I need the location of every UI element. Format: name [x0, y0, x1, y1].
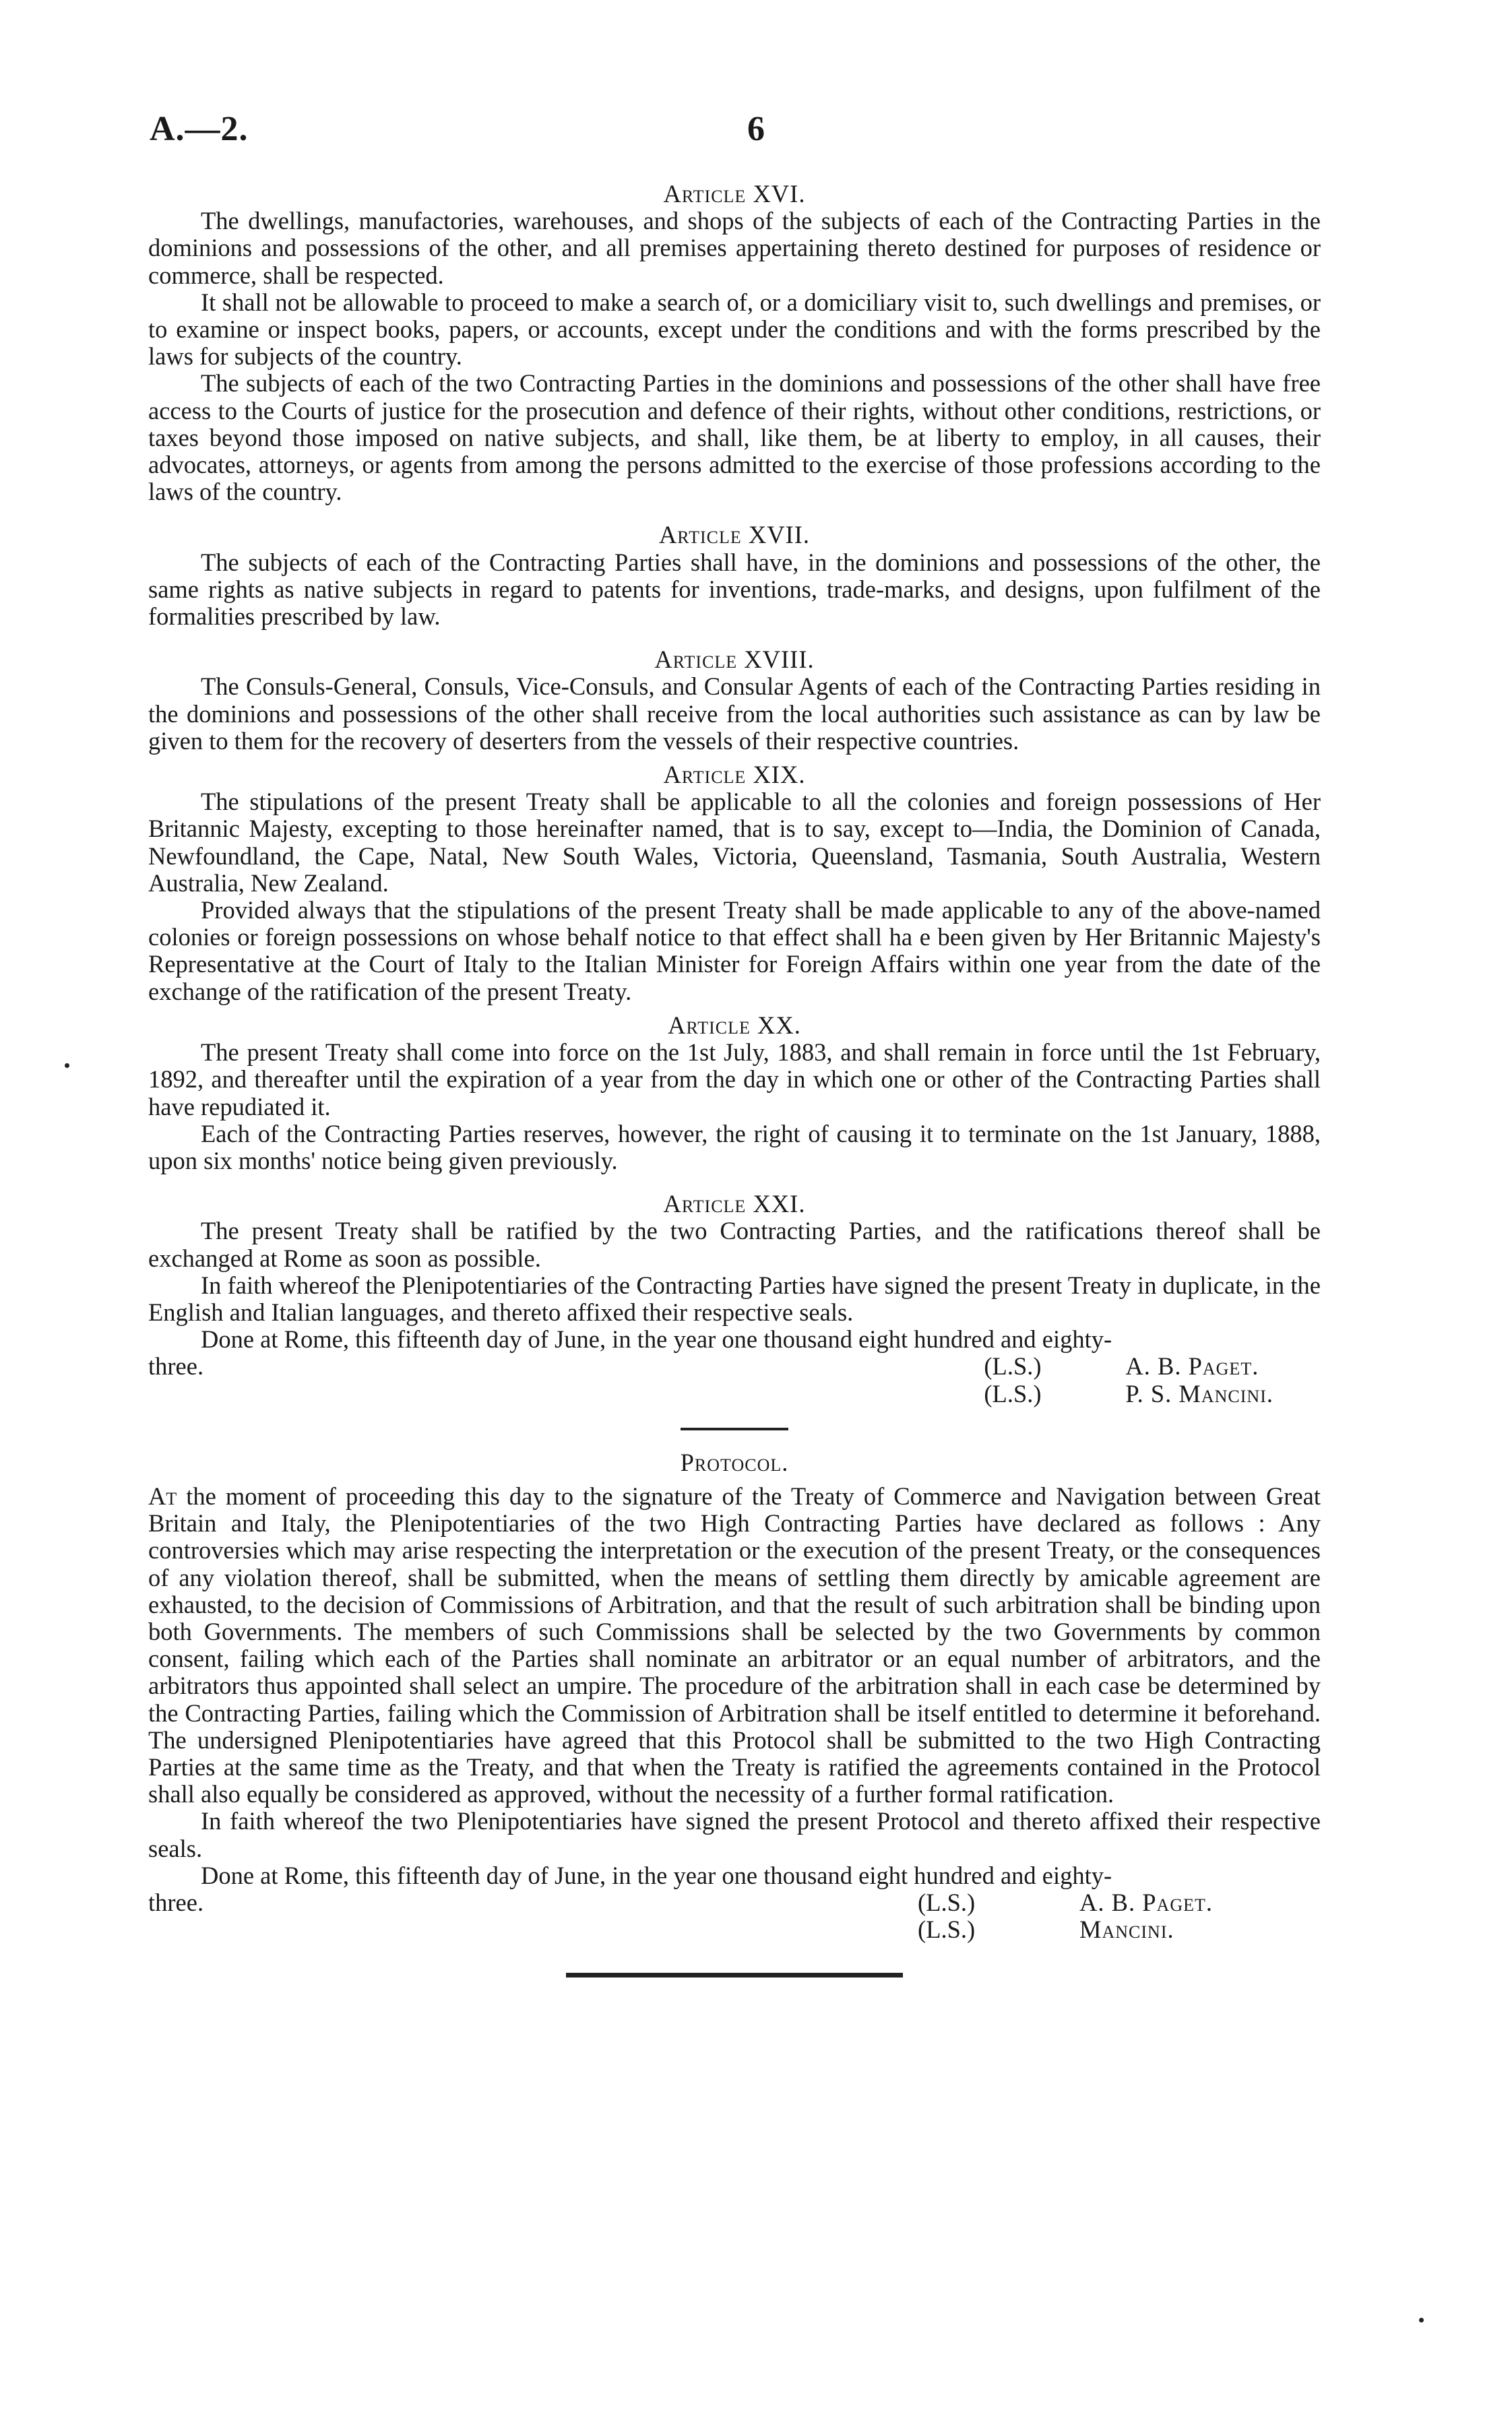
page-body	[148, 181, 1321, 1978]
protocol-paragraph-1	[148, 1483, 1321, 1808]
article-xvii-paragraph-1: The subjects of each of the Contracting Parties shall have, in the dominions and possessions of the other, the same rights as native subjects in regard to patents for inventions, trade-marks, and designs, upon fulfilment of the formalities prescribed by law.	[148, 548, 1321, 631]
article-xxi-paragraph-2: In faith whereof the Plenipotentiaries of the Contracting Parties have signed the present Treaty in duplicate, in the English and Italian languages, and thereto affixed their respective seals.	[148, 1271, 1321, 1326]
protocol-paragraph-1-text: the moment of proceeding this day to the signature of the Treaty of Commerce and Navigation between Great Britain and Italy, the Plenipotentiaries of the two High Contracting Parties have declared as follows : Any controversies which may arise respecting the interpretation or the execution of the present Treaty, or the consequences of any violation thereof, shall be submitted, when the means of settling them directly by amicable agreement are exhausted, to the decision of Commissions of Arbitration, and that the result of such arbitration shall be binding upon both Governments. The members of such Commissions shall be selected by the two Governments by common consent, failing which each of the Parties shall nominate an arbitrator or an equal number of arbitrators, and the arbitrators thus appointed shall select an umpire. The procedure of the arbitration shall in each case be determined by the Contracting Parties, failing which the Commission of Arbitration shall be itself entitled to determine it beforehand. The undersigned Plenipotentiaries have agreed that this Protocol shall be submitted to the two High Contracting Parties at the same time as the Treaty, and that when the Treaty is ratified the agreements contained in the Protocol shall also equally be considered as approved, without the necessity of a further formal ratification.	[148, 1482, 1321, 1808]
article-xviii-heading: Article XVIII.	[654, 645, 815, 674]
document-reference: A.—2.	[150, 110, 249, 148]
article-xix-paragraph-1: The stipulations of the present Treaty shall be applicable to all the colonies and foreign possessions of Her Britannic Majesty, excepting to those hereinafter named, that is to say, except to—India, the Dominion of Canada, Newfoundland, the Cape, Natal, New South Wales, Victoria, Queensland, Tasmania, South Australia, Western Australia, New Zealand.	[148, 788, 1321, 897]
protocol-signature-block	[148, 1889, 1321, 1943]
protocol-paragraph-3: Done at Rome, this fifteenth day of June, in the year one thousand eight hundred and eighty-	[201, 1861, 1112, 1889]
article-xvii-heading: Article XVII.	[658, 521, 811, 549]
protocol-lead-word: At	[148, 1482, 177, 1510]
signatory-paget: A. B. Paget.	[1125, 1352, 1259, 1381]
signatory-paget: A. B. Paget.	[1079, 1888, 1213, 1916]
article-xix-paragraph-2: Provided always that the stipulations of the present Treaty shall be made applicable to any of the above-named colonies or foreign possessions on whose behalf notice to that effect shall ha e been given by Her Britannic Majesty's Representative at the Court of Italy to the Italian Minister for Foreign Affairs within one year from the date of the exchange of the ratification of the present Treaty.	[148, 896, 1321, 1005]
page-number: 6	[747, 110, 765, 148]
print-speck	[65, 1063, 69, 1068]
article-xxi-paragraph-1: The present Treaty shall be ratified by the two Contracting Parties, and the ratifications thereof shall be exchanged at Rome as soon as possible.	[148, 1217, 1321, 1272]
signatory-mancini: Mancini.	[1079, 1916, 1174, 1944]
treaty-signature-block	[148, 1353, 1321, 1407]
print-speck	[1419, 2318, 1424, 2322]
seal-mark: (L.S.)	[984, 1352, 1042, 1381]
seal-mark: (L.S.)	[918, 1916, 976, 1944]
seal-mark: (L.S.)	[918, 1888, 976, 1916]
article-xx-paragraph-1: The present Treaty shall come into force on the 1st July, 1883, and shall remain in force until the 1st February, 1892, and thereafter until the expiration of a year from the day in which one or other of the Contracting Parties shall have repudiated it.	[148, 1038, 1321, 1120]
article-xx-heading: Article XX.	[668, 1011, 801, 1039]
article-xviii-paragraph-1: The Consuls-General, Consuls, Vice-Consuls, and Consular Agents of each of the Contracting Parties residing in the dominions and possessions of the other shall receive from the local authorities such assistance as can by law be given to them for the recovery of deserters from the vessels of their respective countries.	[148, 672, 1321, 755]
section-divider	[681, 1428, 788, 1430]
protocol-closing-word: three.	[148, 1888, 204, 1916]
article-xix-heading: Article XIX.	[663, 761, 806, 789]
article-xvi-paragraph-3: The subjects of each of the two Contracting Parties in the dominions and possessions of the other shall have free access to the Courts of justice for the prosecution and defence of their rights, without other conditions, restrictions, or taxes beyond those imposed on native subjects, and shall, like them, be at liberty to employ, in all causes, their advocates, attorneys, or agents from among the persons admitted to the exercise of those professions according to the laws of the country.	[148, 369, 1321, 506]
article-xxi-heading: Article XXI.	[663, 1190, 806, 1218]
article-xx-paragraph-2: Each of the Contracting Parties reserves, however, the right of causing it to terminate on the 1st January, 1888, upon six months' notice being given previously.	[148, 1119, 1321, 1174]
article-xvi-heading: Article XVI.	[663, 180, 806, 208]
protocol-paragraph-2: In faith whereof the two Plenipotentiaries have signed the present Protocol and thereto affixed their respective seals.	[148, 1807, 1321, 1862]
seal-mark: (L.S.)	[984, 1379, 1042, 1408]
article-xxi-paragraph-3: Done at Rome, this fifteenth day of June, in the year one thousand eight hundred and eighty-	[201, 1325, 1112, 1354]
end-rule	[566, 1973, 903, 1978]
treaty-closing-word: three.	[148, 1352, 204, 1381]
protocol-heading: Protocol.	[680, 1448, 789, 1476]
signatory-mancini: P. S. Mancini.	[1125, 1379, 1273, 1408]
article-xvi-paragraph-1: The dwellings, manufactories, warehouses, and shops of the subjects of each of the Contracting Parties in the dominions and possessions of the other, and all premises appertaining thereto destined for purposes of residence or commerce, shall be respected.	[148, 207, 1321, 289]
article-xvi-paragraph-2: It shall not be allowable to proceed to make a search of, or a domiciliary visit to, such dwellings and premises, or to examine or inspect books, papers, or accounts, except under the conditions and with the forms prescribed by the laws for subjects of the country.	[148, 288, 1321, 371]
